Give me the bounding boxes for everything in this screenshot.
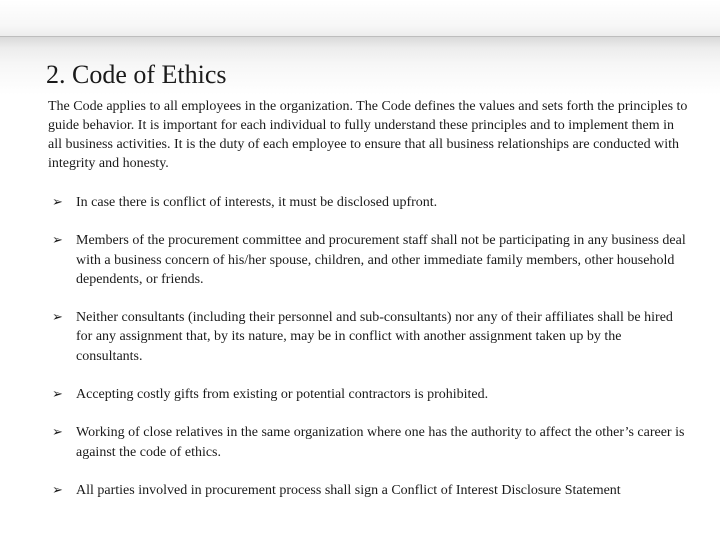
bullet-text: Members of the procurement committee and procurement staff shall not be participating in any business deal with a business concern of his/her spouse, children, and other immediate family members, other household dependents, or friends. [76,233,686,287]
bullet-text: All parties involved in procurement process shall sign a Conflict of Interest Disclosure Statement [76,482,621,498]
bullet-item-close-relatives [52,423,688,462]
bullet-text: In case there is conflict of interests, it must be disclosed upfront. [76,195,438,210]
bullet-item-committee-members [52,231,688,289]
bullet-text: Working of close relatives in the same organization where one has the authority to affect the other’s career is against the code of ethics. [76,425,685,460]
arrowhead-bullet-icon: ➢ [52,482,63,498]
arrowhead-bullet-icon: ➢ [52,425,63,441]
header-band-top [0,0,720,36]
arrowhead-bullet-icon: ➢ [52,387,63,403]
arrowhead-bullet-icon: ➢ [52,233,63,249]
arrowhead-bullet-icon: ➢ [52,195,63,210]
bullet-list [52,193,688,519]
bullet-item-gifts [52,385,688,404]
bullet-text: Accepting costly gifts from existing or potential contractors is prohibited. [76,387,489,403]
bullet-text: Neither consultants (including their personnel and sub-consultants) nor any of their affiliates shall be hired for any assignment that, by its nature, may be in conflict with another assignment taken up by the consultants. [76,310,673,364]
bullet-item-consultants [52,308,688,366]
page-title: 2. Code of Ethics [46,60,227,89]
arrowhead-bullet-icon: ➢ [52,310,63,326]
bullet-item-disclosure [52,193,688,212]
bullet-item-disclosure-statement [52,481,688,500]
intro-paragraph: The Code applies to all employees in the organization. The Code defines the values and sets forth the principles to guide behavior. It is important for each individual to fully understand these principles and to implement them in all business activities. It is the duty of each employee to ensure that all business relationships are conducted with integrity and honesty. [48,99,688,171]
